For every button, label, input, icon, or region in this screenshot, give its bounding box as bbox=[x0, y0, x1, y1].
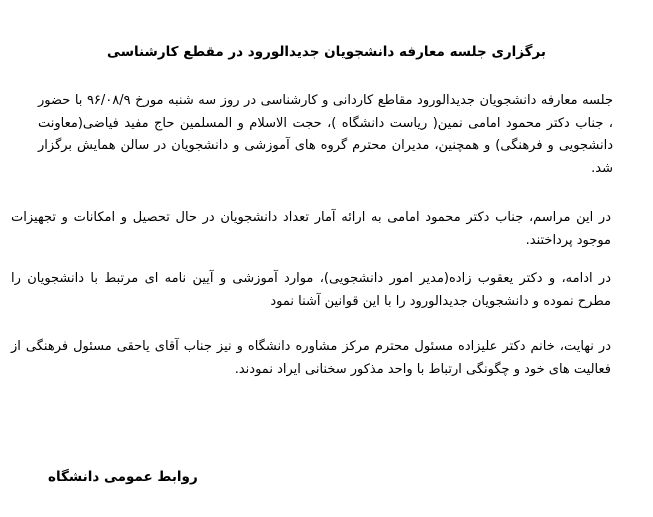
signature: روابط عمومی دانشگاه bbox=[48, 469, 198, 485]
paragraph-conclusion: در نهایت، خانم دکتر علیزاده مسئول محترم مرکز مشاوره دانشگاه و نیز جناب آقای یاحقی مسئول فرهنگی از فعالیت های خود و چگونگی ارتباط با واحد مذکور سخنانی ایراد نمودند. bbox=[11, 339, 611, 377]
paragraph-president-report: در این مراسم، جناب دکتر محمود امامی به ارائه آمار تعداد دانشجویان در حال تحصیل و امکانات و تجهیزات موجود پرداختند. bbox=[11, 210, 611, 248]
document-title: برگزاری جلسه معارفه دانشجویان جدیدالورود در مقطع کارشناسی bbox=[107, 44, 546, 60]
paragraph-student-affairs: در ادامه، و دکتر یعقوب زاده(مدیر امور دانشجویی)، موارد آموزشی و آیین نامه ای مرتبط با دانشجویان را مطرح نموده و دانشجویان جدیدالورود را با این قوانین آشنا نمود bbox=[11, 271, 611, 309]
paragraph-introduction: جلسه معارفه دانشجویان جدیدالورود مقاطع کاردانی و کارشناسی در روز سه شنبه مورخ ۹۶/۰۸/۹ با حضور ، جناب دکتر محمود امامی نمین( ریاست دانشگاه )، حجت الاسلام و المسلمین حاج مفید فیاضی(معاونت دانشجویی و فرهنگی) و همچنین، مدیران محترم گروه های آموزشی و دانشجویان در سالن همایش برگزار شد. bbox=[38, 93, 613, 176]
